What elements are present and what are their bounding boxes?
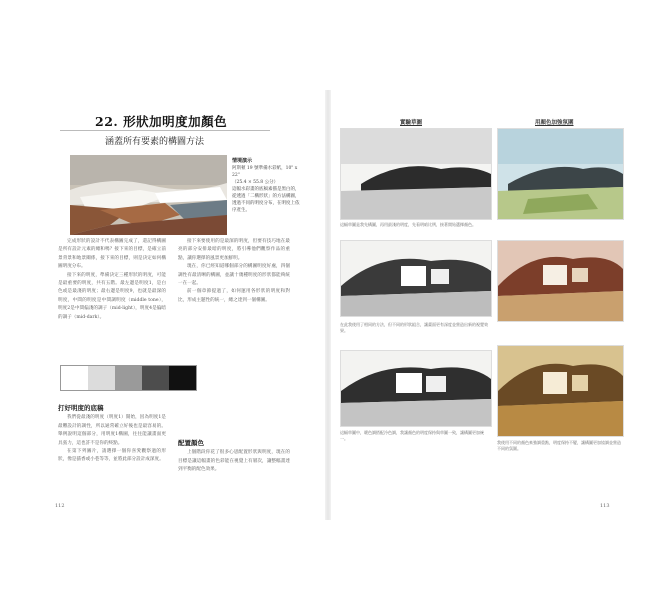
- sketch-thumbnail-2: [340, 240, 492, 317]
- body-column-left-2: [58, 400, 166, 465]
- hero-caption: [232, 158, 300, 214]
- value-swatch-2: [88, 366, 115, 390]
- value-swatch-1: [61, 366, 88, 390]
- sketch-thumbnail-1: [340, 128, 492, 220]
- row-caption-1: 這幅草圖是我先構圖，再用最淺的明度，先看明暗比例，接著開始選擇顏色。: [340, 222, 476, 227]
- section-heading: 配置顏色: [178, 439, 204, 447]
- book-gutter: [325, 90, 331, 520]
- sketch-thumbnail-3: [340, 350, 492, 427]
- section-heading: 打好明度的底稿: [58, 404, 104, 412]
- value-scale: [60, 365, 197, 391]
- page-subtitle: 涵蓋所有要素的構圖方法: [105, 137, 205, 147]
- color-image-1: [498, 129, 623, 219]
- color-thumbnail-3: [497, 345, 624, 437]
- hero-caption-title: 情境演示: [232, 158, 253, 164]
- body-paragraph: 完成形狀的設計不代表構圖完成了，還記得構圖是所有設計元素的總和嗎？接下來的目標，是確立前景背景和地景關係，接下來的目標，則是決定如何構圖明度分布。: [58, 239, 166, 270]
- row-caption-2: 在此我使用了相同的方法，但不同的形狀組合，讓畫面更有深度並營造出新的視覺效果。: [340, 322, 488, 333]
- column-label-color: 用顏色加強氛圍: [535, 120, 574, 126]
- row-caption-4: 我使用不同的顏色來強調重點，明度保持不變，讓構圖更加協調並營造不同的氛圍。: [497, 440, 621, 451]
- body-column-right: [178, 238, 290, 305]
- page-title: 22. 形狀加明度加顏色: [95, 114, 228, 129]
- hero-caption-line: 這幅水彩畫的底稿素描是黑白的，從透過「二構形狀」的方法構圖，透過不同的明度分布，在明度上依序產生。: [232, 187, 300, 213]
- color-thumbnail-2: [497, 240, 624, 322]
- body-paragraph: 接下來的明度，準備決定三種形狀的明度，可能是最重要的明度，共有五階。最左邊是明度1，是白色或是最淺的明度；最右邊是明度9，也就是最深的明度，中間的明度是中間調明度（middle tone），明度2是中間偏淺的調子（mid-light），明度4是偏暗的調子（mid-dark）。: [58, 272, 166, 320]
- title-rule: [60, 130, 270, 131]
- value-swatch-4: [142, 366, 169, 390]
- body-column-right-2: [178, 435, 290, 475]
- color-image-3: [498, 346, 623, 436]
- body-paragraph: 在第下列圖片，請選擇一個你喜愛觀察過的形狀，像是貓香或小巷等等，並將此部分設計成深度。: [58, 449, 166, 463]
- body-paragraph: 上個階段你花了很多心思配置形狀與明度，現在的目標是讓這幅畫的色彩能在視覺上有層次，讓整幅畫達到平衡的配色效果。: [178, 450, 290, 473]
- sketch-image-3: [341, 351, 491, 426]
- body-paragraph: 接下來要使用的是最深的明度，但要有技巧地在最亮的部分安排最暗的明度，將引導他們觀察作品的重點，讓你選擇的風景更加鮮明。: [178, 239, 290, 261]
- color-thumbnail-1: [497, 128, 624, 220]
- color-image-2: [498, 241, 623, 321]
- body-paragraph: 現在，你已經知道哪個部分的構圖明度好處，四個調性有最清晰的構圖，並讓十幾種明度的形狀都能夠統一在一起。: [178, 264, 290, 287]
- page-number-left: 112: [55, 503, 65, 509]
- body-paragraph: 我們從最淺的明度（明度1）開始，因為明度1是最難設計的調性，所以通常確立好後也是最容易的。舉例說明這個部分，用明度1構圖，往往能讓畫面更具張力，這也許不是你的終點。: [58, 415, 166, 446]
- column-label-sketch: 實驗草圖: [400, 120, 423, 126]
- sketch-image-2: [341, 241, 491, 316]
- body-column-left: [58, 238, 166, 322]
- body-paragraph: 前一個章節提過了，如何運用各形狀的明度和對比，形成主題性的統一，總之達到一個構圖。: [178, 289, 290, 303]
- hero-caption-line: （25.4 × 55.8 公分）: [232, 180, 279, 185]
- value-swatch-5: [169, 366, 196, 390]
- value-swatch-3: [115, 366, 142, 390]
- hero-painting: [70, 155, 227, 235]
- sketch-image-1: [341, 129, 491, 219]
- hero-caption-line: 阿斯頓 19 號準備水彩紙，10" x 22": [232, 166, 298, 178]
- hero-painting-image: [70, 155, 227, 235]
- page-number-right: 113: [600, 503, 610, 509]
- row-caption-3: 這幅草圖中，暖色調搭配冷色調，我讓顏色的明度保持與草圖一致，讓構圖更加統一。: [340, 430, 484, 441]
